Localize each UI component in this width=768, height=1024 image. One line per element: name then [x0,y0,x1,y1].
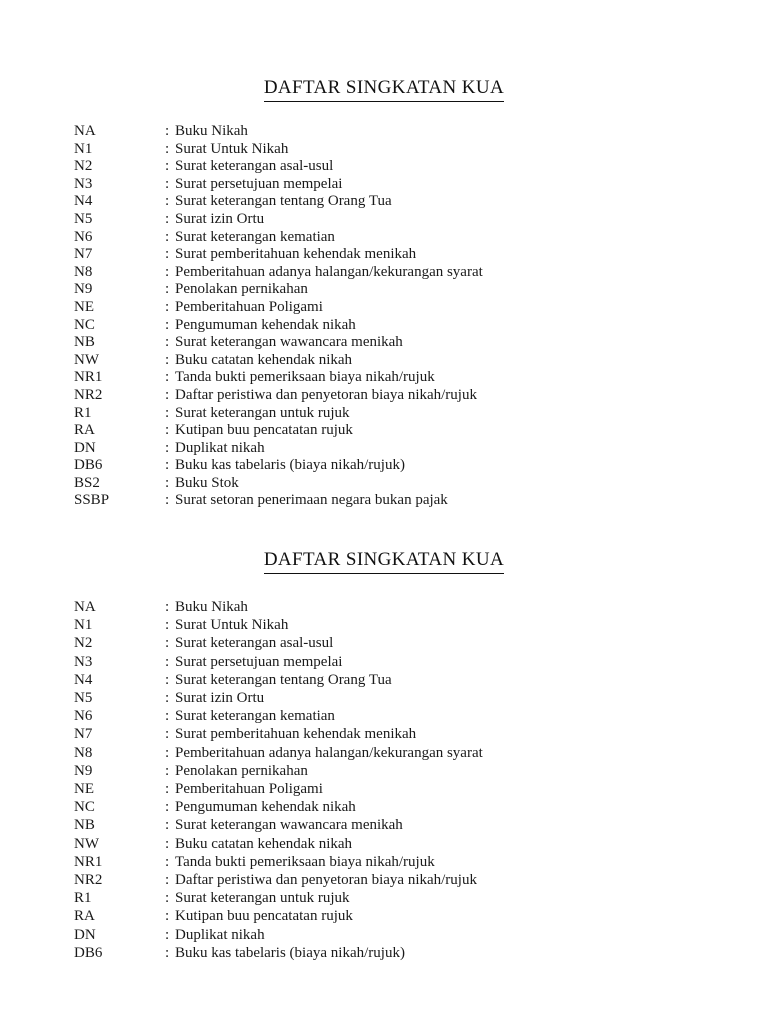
abbreviation-description: Buku Nikah [175,599,248,615]
abbreviation-row [0,853,768,871]
abbreviation-row [0,762,768,780]
abbreviation-code: N3 [74,653,93,670]
abbreviation-description: Tanda bukti pemeriksaan biaya nikah/rujuk [175,853,435,870]
abbreviation-separator: : [165,281,170,298]
abbreviation-description: Surat keterangan wawancara menikah [175,334,403,351]
abbreviation-list-1 [0,123,768,510]
abbreviation-row [0,299,768,317]
abbreviation-code: BS2 [74,474,100,491]
abbreviation-row [0,457,768,475]
abbreviation-code: R1 [74,404,92,421]
abbreviation-description: Daftar peristiwa dan penyetoran biaya nikah/rujuk [175,872,477,889]
abbreviation-description: Pengumuman kehendak nikah [175,316,356,333]
abbreviation-row [0,907,768,925]
abbreviation-description: Surat keterangan untuk rujuk [175,404,350,421]
abbreviation-code: NE [74,298,94,315]
abbreviation-separator: : [165,744,170,761]
abbreviation-description: Surat izin Ortu [175,690,265,707]
abbreviation-code: DB6 [74,944,103,961]
abbreviation-description: Surat keterangan asal-usul [175,635,334,652]
abbreviation-row [0,871,768,889]
abbreviation-code: N2 [74,635,93,652]
abbreviation-separator: : [165,422,170,439]
abbreviation-code: NC [74,799,95,816]
abbreviation-description: Buku kas tabelaris (biaya nikah/rujuk) [175,944,405,961]
abbreviation-row [0,281,768,299]
abbreviation-separator: : [165,404,170,421]
abbreviation-description: Surat keterangan tentang Orang Tua [175,193,392,210]
abbreviation-code: NW [74,835,99,852]
abbreviation-row [0,229,768,247]
abbreviation-description: Kutipan buu pencatatan rujuk [175,422,353,439]
abbreviation-code: N1 [74,617,93,634]
abbreviation-code: NE [74,781,94,798]
abbreviation-separator: : [165,781,170,798]
abbreviation-description: Pemberitahuan adanya halangan/kekurangan syarat [175,744,483,761]
abbreviation-description: Surat keterangan untuk rujuk [175,890,350,907]
abbreviation-separator: : [165,908,170,925]
page-title-2-text: DAFTAR SINGKATAN KUA [264,548,504,574]
abbreviation-code: NC [74,316,95,333]
abbreviation-separator: : [165,635,170,652]
abbreviation-code: N6 [74,708,93,725]
abbreviation-separator: : [165,175,170,192]
abbreviation-code: N1 [74,140,93,157]
abbreviation-code: N3 [74,175,93,192]
abbreviation-row [0,141,768,159]
abbreviation-row [0,264,768,282]
abbreviation-separator: : [165,457,170,474]
abbreviation-description: Duplikat nikah [175,439,265,456]
abbreviation-separator: : [165,210,170,227]
abbreviation-separator: : [165,599,170,615]
abbreviation-code: NA [74,123,96,139]
abbreviation-code: N8 [74,263,93,280]
abbreviation-row [0,176,768,194]
abbreviation-description: Pemberitahuan Poligami [175,298,323,315]
abbreviation-description: Pemberitahuan adanya halangan/kekurangan syarat [175,263,483,280]
abbreviation-code: NR1 [74,853,103,870]
abbreviation-separator: : [165,334,170,351]
abbreviation-separator: : [165,653,170,670]
abbreviation-row [0,123,768,141]
abbreviation-row [0,440,768,458]
abbreviation-row [0,653,768,671]
abbreviation-separator: : [165,926,170,943]
abbreviation-row [0,352,768,370]
abbreviation-row [0,926,768,944]
abbreviation-separator: : [165,298,170,315]
abbreviation-row [0,317,768,335]
abbreviation-separator: : [165,158,170,175]
abbreviation-row [0,780,768,798]
abbreviation-code: N4 [74,671,93,688]
abbreviation-separator: : [165,474,170,491]
abbreviation-row [0,369,768,387]
abbreviation-code: N7 [74,726,93,743]
abbreviation-row [0,246,768,264]
abbreviation-row [0,725,768,743]
abbreviation-description: Pemberitahuan Poligami [175,781,323,798]
abbreviation-separator: : [165,890,170,907]
abbreviation-row [0,211,768,229]
abbreviation-row [0,889,768,907]
abbreviation-description: Surat pemberitahuan kehendak menikah [175,246,417,263]
abbreviation-description: Surat Untuk Nikah [175,617,289,634]
abbreviation-description: Tanda bukti pemeriksaan biaya nikah/rujuk [175,369,435,386]
abbreviation-description: Kutipan buu pencatatan rujuk [175,908,353,925]
abbreviation-code: DN [74,926,96,943]
abbreviation-block-2 [0,548,768,962]
abbreviation-code: SSBP [74,492,110,509]
abbreviation-code: N5 [74,210,93,227]
page-title-1-text: DAFTAR SINGKATAN KUA [264,76,504,102]
abbreviation-code: NA [74,599,96,615]
abbreviation-separator: : [165,726,170,743]
abbreviation-separator: : [165,835,170,852]
abbreviation-row [0,744,768,762]
abbreviation-row [0,671,768,689]
abbreviation-separator: : [165,439,170,456]
abbreviation-separator: : [165,617,170,634]
abbreviation-row [0,158,768,176]
abbreviation-code: RA [74,422,95,439]
abbreviation-code: R1 [74,890,92,907]
abbreviation-description: Surat keterangan kematian [175,708,335,725]
abbreviation-row [0,193,768,211]
abbreviation-separator: : [165,944,170,961]
abbreviation-separator: : [165,799,170,816]
abbreviation-code: N8 [74,744,93,761]
abbreviation-description: Buku catatan kehendak nikah [175,351,353,368]
abbreviation-separator: : [165,671,170,688]
abbreviation-code: N6 [74,228,93,245]
abbreviation-separator: : [165,690,170,707]
abbreviation-code: DN [74,439,96,456]
abbreviation-code: NR2 [74,872,103,889]
abbreviation-description: Buku Nikah [175,123,248,139]
abbreviation-description: Buku Stok [175,474,239,491]
abbreviation-separator: : [165,492,170,509]
abbreviation-description: Surat persetujuan mempelai [175,175,343,192]
abbreviation-description: Penolakan pernikahan [175,281,308,298]
abbreviation-code: DB6 [74,457,103,474]
abbreviation-code: NB [74,334,95,351]
abbreviation-row [0,616,768,634]
abbreviation-separator: : [165,762,170,779]
abbreviation-separator: : [165,369,170,386]
abbreviation-row [0,387,768,405]
abbreviation-description: Surat setoran penerimaan negara bukan pajak [175,492,448,509]
abbreviation-row [0,707,768,725]
abbreviation-row [0,689,768,707]
abbreviation-description: Surat keterangan kematian [175,228,335,245]
abbreviation-code: NR2 [74,386,103,403]
abbreviation-description: Surat izin Ortu [175,210,265,227]
abbreviation-separator: : [165,351,170,368]
abbreviation-row [0,334,768,352]
abbreviation-separator: : [165,853,170,870]
abbreviation-code: N9 [74,281,93,298]
abbreviation-separator: : [165,817,170,834]
abbreviation-row [0,835,768,853]
abbreviation-code: N7 [74,246,93,263]
abbreviation-row [0,405,768,423]
abbreviation-code: NB [74,817,95,834]
abbreviation-row [0,634,768,652]
abbreviation-description: Penolakan pernikahan [175,762,308,779]
abbreviation-separator: : [165,193,170,210]
abbreviation-row [0,598,768,616]
abbreviation-row [0,475,768,493]
abbreviation-code: N9 [74,762,93,779]
abbreviation-description: Daftar peristiwa dan penyetoran biaya nikah/rujuk [175,386,477,403]
abbreviation-separator: : [165,708,170,725]
page-title-1 [0,76,768,102]
abbreviation-description: Duplikat nikah [175,926,265,943]
abbreviation-row [0,798,768,816]
abbreviation-separator: : [165,316,170,333]
abbreviation-description: Surat keterangan asal-usul [175,158,334,175]
abbreviation-list-2 [0,598,768,962]
abbreviation-separator: : [165,263,170,280]
abbreviation-description: Surat keterangan wawancara menikah [175,817,403,834]
page-title-2 [0,548,768,574]
abbreviation-row [0,816,768,834]
abbreviation-separator: : [165,386,170,403]
abbreviation-description: Surat keterangan tentang Orang Tua [175,671,392,688]
abbreviation-code: N5 [74,690,93,707]
abbreviation-description: Surat persetujuan mempelai [175,653,343,670]
abbreviation-separator: : [165,872,170,889]
abbreviation-row [0,422,768,440]
abbreviation-description: Surat pemberitahuan kehendak menikah [175,726,417,743]
abbreviation-code: NW [74,351,99,368]
abbreviation-code: N2 [74,158,93,175]
abbreviation-row [0,492,768,510]
abbreviation-description: Surat Untuk Nikah [175,140,289,157]
abbreviation-description: Buku catatan kehendak nikah [175,835,353,852]
abbreviation-separator: : [165,123,170,139]
abbreviation-code: N4 [74,193,93,210]
abbreviation-description: Pengumuman kehendak nikah [175,799,356,816]
abbreviation-separator: : [165,228,170,245]
abbreviation-code: RA [74,908,95,925]
abbreviation-separator: : [165,140,170,157]
abbreviation-code: NR1 [74,369,103,386]
abbreviation-block-1 [0,76,768,510]
abbreviation-separator: : [165,246,170,263]
abbreviation-row [0,944,768,962]
abbreviation-description: Buku kas tabelaris (biaya nikah/rujuk) [175,457,405,474]
